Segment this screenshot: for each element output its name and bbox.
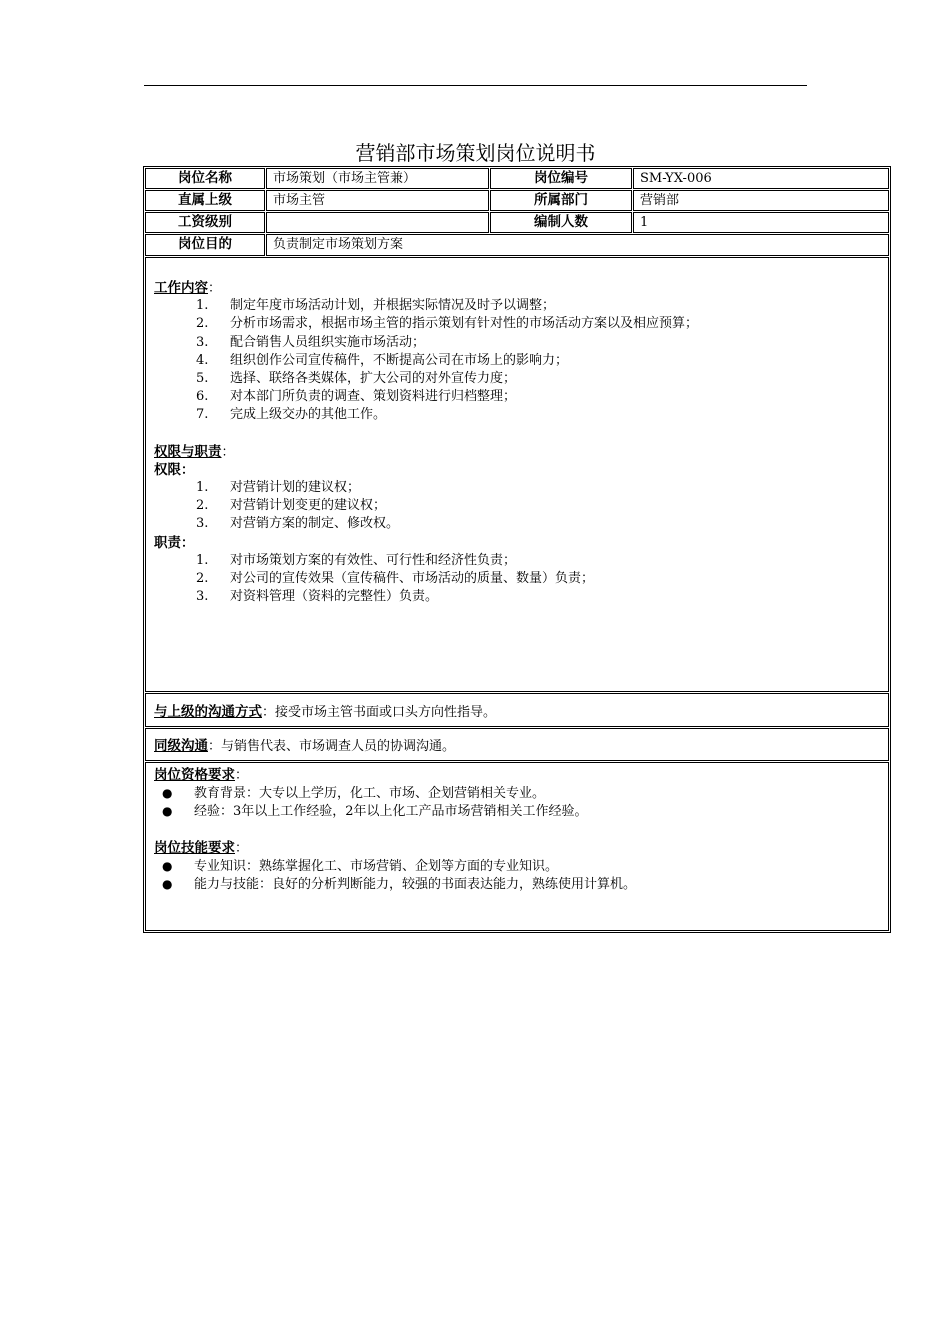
comm-peer-text: 与销售代表、市场调查人员的协调沟通。	[221, 739, 456, 754]
work-list	[154, 297, 888, 424]
list-item-number: 1.	[196, 298, 209, 314]
label-purpose: 岗位目的	[145, 234, 265, 256]
list-item-number: 2.	[196, 571, 209, 586]
list-item-text: 经验：3年以上工作经验，2年以上化工产品市场营销相关工作经验。	[194, 804, 588, 820]
list-item-number: 2.	[196, 316, 209, 332]
list-item-text: 教育背景：大专以上学历，化工、市场、企划营销相关专业。	[194, 786, 546, 802]
list-item	[154, 570, 888, 588]
list-item	[154, 388, 888, 406]
list-item-text: 配合销售人员组织实施市场活动；	[230, 334, 426, 350]
list-item-text: 对营销方案的制定、修改权。	[230, 516, 400, 532]
list-item	[154, 315, 888, 333]
requirements-section: 岗位资格要求： ● 教育背景：大专以上学历，化工、市场、企划营销相关专业。 ● 经验：3年以上工作经验，2年以上化工产品市场营销相关工作经验。 岗位技能要求： ● 专业知识：熟练掌握化工、市场营销、企划等方面的专业知识。 ● 能力与技能：良好的分析判断能力，较强的书面表达能力，熟练使用计算机。	[145, 762, 889, 931]
list-item	[154, 352, 888, 370]
list-item-text: 组织创作公司宣传稿件，不断提高公司在市场上的影响力；	[230, 352, 569, 368]
comm-up-section: 与上级的沟通方式：接受市场主管书面或口头方向性指导。	[145, 693, 889, 727]
page-title: 营销部市场策划岗位说明书	[355, 141, 596, 165]
list-item	[154, 479, 888, 497]
value-department: 营销部	[633, 190, 889, 211]
top-rule	[144, 85, 807, 86]
skills-list	[154, 857, 888, 893]
list-item-text: 对资料管理（资料的完整性）负责。	[230, 589, 439, 605]
list-item-number: 3.	[196, 589, 209, 605]
list-item-text: 完成上级交办的其他工作。	[230, 407, 387, 423]
list-item-text: 对营销计划的建议权；	[230, 480, 361, 496]
value-supervisor: 市场主管	[266, 190, 489, 211]
bullet-icon: ●	[162, 804, 173, 819]
list-item-number: 6.	[196, 389, 209, 405]
list-item-number: 1.	[196, 552, 209, 568]
comm-up-text: 接受市场主管书面或口头方向性指导。	[275, 705, 497, 720]
work-heading: 工作内容	[154, 280, 208, 296]
list-item	[154, 406, 888, 424]
list-item	[154, 515, 888, 533]
list-item	[154, 802, 888, 820]
list-item-text: 制定年度市场活动计划，并根据实际情况及时予以调整；	[230, 298, 556, 314]
value-position-code: SM-YX-006	[633, 168, 889, 189]
authority-heading: 权限与职责	[154, 443, 222, 460]
list-item-text: 专业知识：熟练掌握化工、市场营销、企划等方面的专业知识。	[194, 858, 559, 874]
list-item-text: 能力与技能：良好的分析判断能力，较强的书面表达能力，熟练使用计算机。	[194, 877, 637, 893]
list-item-number: 3.	[196, 516, 209, 532]
list-item-number: 2.	[196, 498, 209, 514]
list-item-number: 1.	[196, 480, 209, 496]
rights-label: 权限	[154, 461, 181, 478]
duties-label: 职责	[154, 534, 181, 551]
list-item	[154, 552, 888, 570]
list-item-number: 7.	[196, 407, 209, 423]
comm-peer-section: 同级沟通：与销售代表、市场调查人员的协调沟通。	[145, 728, 889, 761]
comm-up-heading: 与上级的沟通方式	[154, 704, 262, 720]
label-supervisor: 直属上级	[145, 190, 265, 211]
value-purpose: 负责制定市场策划方案	[266, 234, 889, 256]
list-item-number: 3.	[196, 334, 209, 350]
bullet-icon: ●	[162, 877, 173, 892]
qualification-heading: 岗位资格要求	[154, 767, 235, 783]
bullet-icon: ●	[162, 858, 173, 873]
rights-list	[154, 479, 888, 534]
list-item	[154, 784, 888, 802]
list-item-text: 分析市场需求，根据市场主管的指示策划有针对性的市场活动方案以及相应预算；	[230, 316, 699, 332]
label-department: 所属部门	[490, 190, 632, 211]
value-headcount: 1	[633, 212, 889, 233]
value-position-name: 市场策划（市场主管兼）	[266, 168, 489, 189]
label-salary-level: 工资级别	[145, 212, 265, 233]
list-item	[154, 370, 888, 388]
label-headcount: 编制人数	[490, 212, 632, 233]
list-item	[154, 297, 888, 315]
duties-list	[154, 552, 888, 607]
bullet-icon: ●	[162, 786, 173, 801]
list-item-text: 对营销计划变更的建议权；	[230, 498, 387, 514]
list-item-text: 选择、联络各类媒体，扩大公司的对外宣传力度；	[230, 370, 517, 386]
duties-section: 工作内容： 1. 制定年度市场活动计划，并根据实际情况及时予以调整； 2. 分析市场需求，根据市场主管的指示策划有针对性的市场活动方案以及相应预算； 3. 配合销售人员组织实施市场活动； 4. 组织创作公司宣传稿件，不断提高公司在市场上的影响力； 5. 选择、联络各类媒体，扩大公司的对外宣传力度； 6. 对本部门所负责的调查、策划资料进行归档整理； 7. 完成上级交办的其他工作。 权限与职责： 权限： 1. 对营销计划的建议权； 2. 对营销计划变更的建议权； 3. 对营销方案的制定、修改权。 职责： 1. 对市场策划方案的有效性、可行性和经济性负责； 2. 对公司的宣传效果（宣传稿件、市场活动的质量、数量）负责； 3. 对资料管理（资料的完整性）负责。	[145, 257, 889, 692]
list-item	[154, 875, 888, 893]
list-item	[154, 334, 888, 352]
list-item-number: 4.	[196, 352, 209, 368]
value-salary-level	[266, 212, 489, 233]
list-item	[154, 497, 888, 515]
list-item	[154, 857, 888, 875]
list-item-text: 对公司的宣传效果（宣传稿件、市场活动的质量、数量）负责；	[230, 571, 595, 586]
list-item-text: 对本部门所负责的调查、策划资料进行归档整理；	[230, 389, 517, 405]
label-position-code: 岗位编号	[490, 168, 632, 189]
label-position-name: 岗位名称	[145, 168, 265, 189]
skills-heading: 岗位技能要求	[154, 839, 235, 856]
comm-peer-heading: 同级沟通	[154, 738, 208, 754]
list-item-number: 5.	[196, 370, 209, 386]
list-item	[154, 588, 888, 606]
list-item-text: 对市场策划方案的有效性、可行性和经济性负责；	[230, 552, 517, 568]
qualification-list	[154, 784, 888, 820]
